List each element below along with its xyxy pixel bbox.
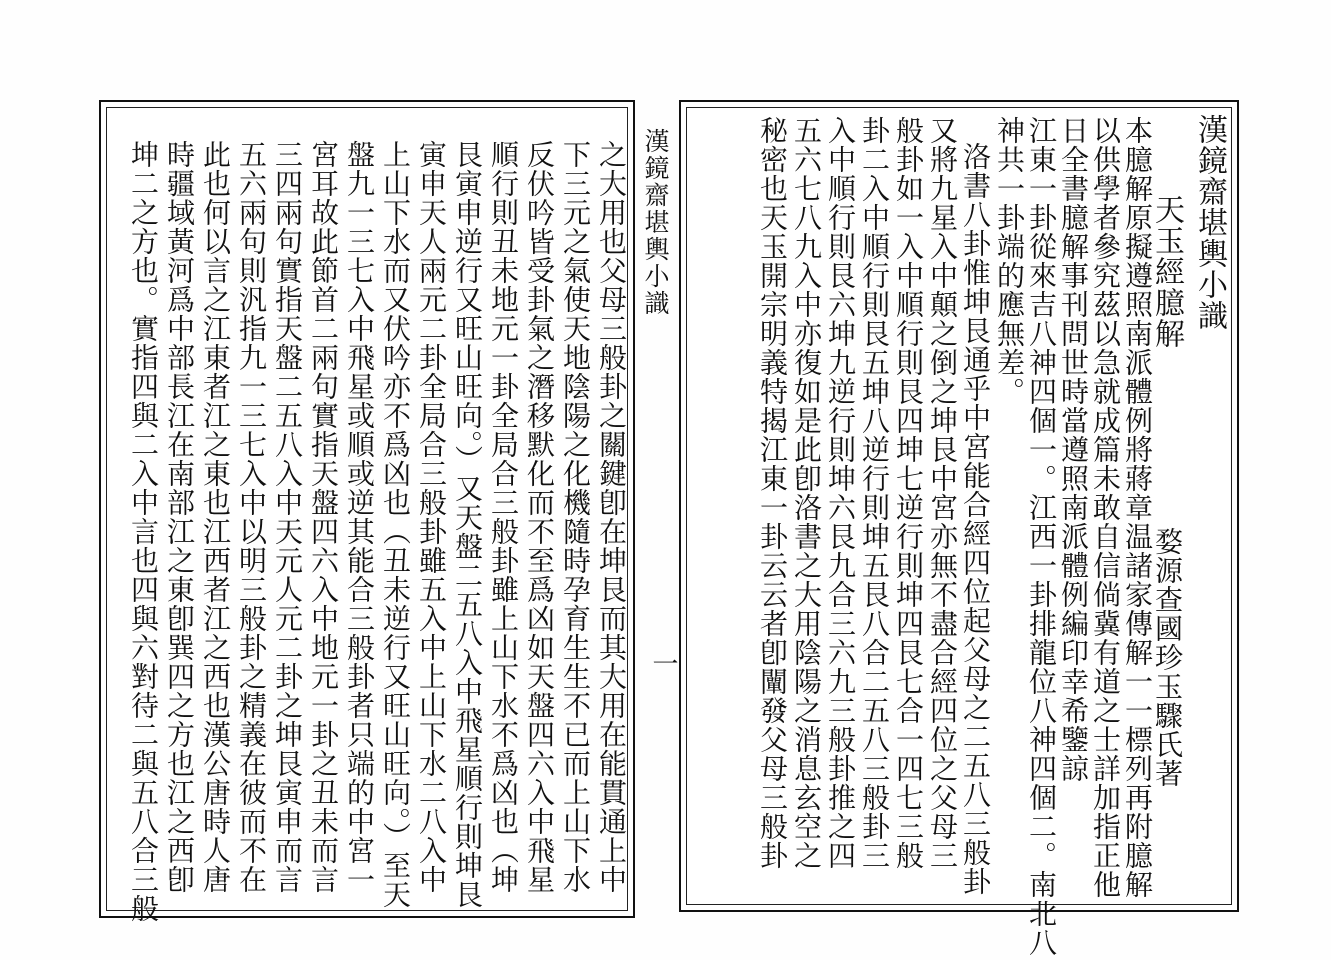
right-col-10: 入中順行則艮六坤九逆行則坤六艮九合三六九三般卦推之四 <box>824 116 857 870</box>
right-col-8: 般卦如一入中順行則艮四坤七逆行則坤四艮七合一四七三般 <box>892 116 925 870</box>
left-col-3: 反伏吟皆受卦氣之潛移默化而不至爲凶如天盤四六入中飛星 <box>523 140 556 894</box>
right-page-header: 漢鏡齋堪輿小識 <box>1192 114 1227 331</box>
left-col-13: 時疆域黃河爲中部長江在南部江之東卽巽四之方也江之西卽 <box>163 140 196 894</box>
left-col-1: 之大用也父母三般卦之關鍵卽在坤艮而其大用在能貫通上中 <box>595 140 628 894</box>
left-col-9: 宮耳故此節首二兩句實指天盤四六入中地元一卦之丑未而言 <box>307 140 340 894</box>
right-col-6: 洛書八卦惟坤艮通乎中宮能合經四位起父母之二五八三般卦 <box>959 142 992 896</box>
left-col-6: 寅申天人兩元二卦全局合三般卦雖五入中上山下水二八入中 <box>415 140 448 894</box>
left-col-12: 此也何以言之江東者江之東也江西者江之西也漢公唐時人唐 <box>199 140 232 894</box>
author-line: 婺源查國珍玉驟氏著 <box>1151 527 1184 788</box>
right-col-4: 江東一卦從來吉八神四個一。江西一卦排龍位八神四個二。南北八 <box>1025 116 1058 957</box>
right-col-1: 本臆解原擬遵照南派體例將蔣章温諸家傳解一一標列再附臆解 <box>1121 116 1154 899</box>
right-page <box>679 100 1239 957</box>
right-col-5: 神共一卦端的應無差。 <box>993 116 1026 406</box>
left-col-2: 下三元之氣使天地陰陽之化機隨時孕育生生不已而上山下水 <box>559 140 592 894</box>
right-col-9: 卦二入中順行則艮五坤八逆行則坤五艮八合二五八三般卦三 <box>858 116 891 870</box>
left-page <box>99 100 635 923</box>
page-number: 一 <box>648 650 678 676</box>
gutter-title: 漢鏡齋堪輿小識 <box>641 128 670 317</box>
left-col-8: 盤九一三七入中飛星或順或逆其能合三般卦者只端的中宮一 <box>343 140 376 894</box>
right-col-7: 又將九星入中顛之倒之坤艮中宮亦無不盡合經四位之父母三 <box>926 116 959 870</box>
left-col-7: 上山下水而又伏吟亦不爲凶也（丑未逆行又旺山旺向。）至天 <box>379 140 412 909</box>
left-col-5: 艮寅申逆行又旺山旺向。）又天盤二五八入中飛星順行則坤艮 <box>451 140 484 909</box>
right-col-12: 秘密也天玉開宗明義特揭江東一卦云云者卽闡發父母三般卦 <box>756 116 789 870</box>
right-col-11: 五六七八九入中亦復如是此卽洛書之大用陰陽之消息玄空之 <box>790 116 823 870</box>
right-col-2: 以供學者參究茲以急就成篇未敢自信倘冀有道之士詳加指正他 <box>1089 116 1122 899</box>
left-col-11: 五六兩句則汎指九一三七入中以明三般卦之精義在彼而不在 <box>235 140 268 894</box>
right-col-3: 日全書臆解事刊問世時當遵照南派體例編印幸希鑒諒 <box>1057 116 1090 783</box>
left-col-4: 順行則丑未地元一卦全局合三般卦雖上山下水不爲凶也（坤 <box>487 140 520 894</box>
left-col-14: 坤二之方也。實指四與二入中言也四與六對待二與五八合三般 <box>127 140 160 923</box>
section-title: 天玉經臆解 <box>1149 194 1184 349</box>
left-col-10: 三四兩句實指天盤二五八入中天元人元二卦之坤艮寅申而言 <box>271 140 304 894</box>
